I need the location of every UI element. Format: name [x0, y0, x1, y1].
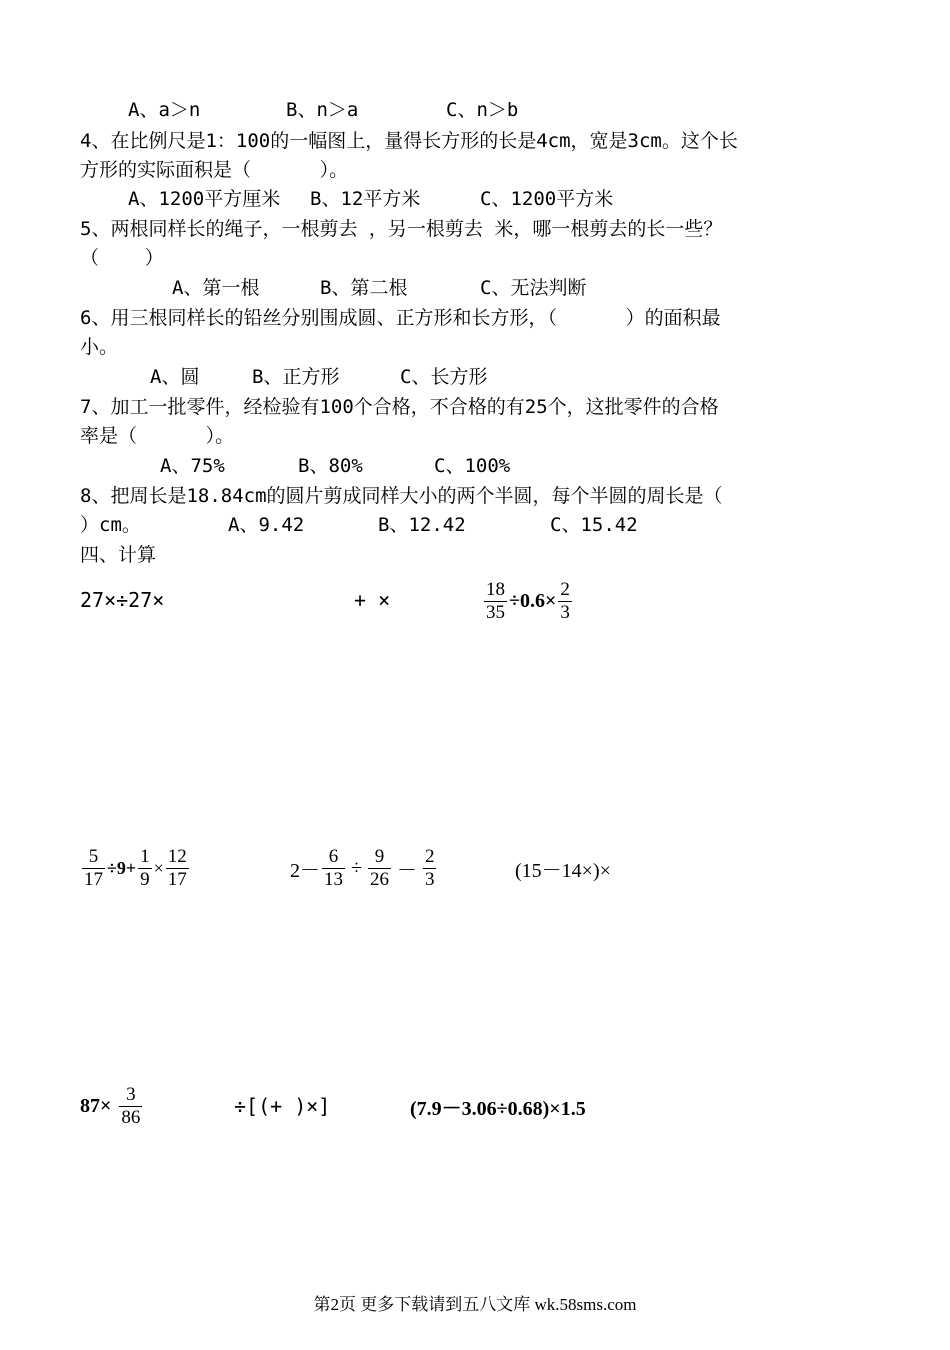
calc-1-text: 27×÷27× — [80, 588, 165, 612]
operator-text: 2－ — [290, 859, 320, 882]
q7-option-a: A、75% — [160, 455, 225, 477]
q8-option-b: B、12.42 — [378, 514, 466, 536]
calc-expression-6 — [515, 853, 611, 883]
q5-option-c: C、无法判断 — [480, 277, 587, 299]
numerator: 12 — [167, 845, 187, 867]
calc-expression-9 — [410, 1091, 586, 1121]
operator-text: 87× — [80, 1094, 112, 1117]
calc-expression-3 — [482, 573, 574, 629]
fraction — [558, 579, 572, 624]
calc-8-text: ÷[(+ )×] — [234, 1094, 331, 1118]
denominator: 3 — [424, 868, 435, 890]
calc-expression-2 — [354, 585, 390, 615]
q4-option-b: B、12平方米 — [310, 188, 421, 210]
numerator: 2 — [424, 845, 435, 867]
numerator: 5 — [88, 845, 99, 867]
fraction — [322, 846, 345, 891]
fraction — [423, 846, 437, 891]
operator-text: ÷0.6× — [509, 589, 557, 612]
calc-expression-5 — [290, 840, 438, 896]
calc-expression-8 — [234, 1091, 330, 1121]
fraction — [82, 846, 105, 891]
q8-line2: ）cm。 — [80, 514, 141, 536]
q4-line1: 4、在比例尺是1：100的一幅图上，量得长方形的长是4cm，宽是3cm。这个长 — [80, 130, 738, 152]
calc-expression-1 — [80, 585, 164, 615]
denominator: 9 — [140, 868, 150, 890]
q3-option-b: B、n＞a — [286, 99, 359, 121]
denominator: 26 — [369, 868, 389, 890]
numerator: 6 — [328, 845, 339, 867]
q6-line1: 6、用三根同样长的铅丝分别围成圆、正方形和长方形，（ ）的面积最 — [80, 307, 721, 329]
denominator: 17 — [167, 868, 187, 890]
numerator: 18 — [486, 578, 505, 600]
q6-option-b: B、正方形 — [252, 366, 340, 388]
operator-text: ÷ — [351, 856, 362, 879]
q6-option-c: C、长方形 — [400, 366, 488, 388]
denominator: 13 — [324, 868, 343, 890]
q8-option-a: A、9.42 — [228, 514, 305, 536]
q6-option-a: A、圆 — [150, 366, 200, 388]
calc-6-text: (15－14×)× — [515, 859, 611, 882]
operator-text: × — [153, 857, 164, 878]
numerator: 3 — [126, 1083, 136, 1105]
q7-option-b: B、80% — [298, 455, 363, 477]
section-title-calculation: 四、计算 — [80, 544, 157, 566]
q6-line2: 小。 — [80, 336, 119, 358]
q4-line2: 方形的实际面积是（ ）。 — [80, 159, 349, 181]
fraction — [138, 846, 152, 891]
denominator: 17 — [84, 868, 103, 890]
fraction — [166, 846, 189, 891]
numerator: 2 — [560, 578, 570, 600]
denominator: 35 — [486, 601, 505, 623]
q8-line1: 8、把周长是18.84cm的圆片剪成同样大小的两个半圆，每个半圆的周长是（ — [80, 485, 723, 507]
fraction — [484, 579, 507, 624]
calc-2-text: + × — [354, 588, 391, 612]
q3-option-a: A、a＞n — [128, 99, 201, 121]
q7-option-c: C、100% — [434, 455, 511, 477]
q3-option-c: C、n＞b — [446, 99, 519, 121]
calc-expression-7 — [80, 1078, 144, 1134]
q5-line2: （ ） — [80, 247, 164, 269]
operator-text: － — [396, 859, 417, 882]
calc-expression-4 — [80, 840, 191, 896]
q5-option-a: A、第一根 — [172, 277, 260, 299]
q5-option-b: B、第二根 — [320, 277, 408, 299]
q5-line1: 5、两根同样长的绳子，一根剪去 ，另一根剪去 米，哪一根剪去的长一些？ — [80, 218, 723, 240]
denominator: 86 — [121, 1106, 141, 1128]
page-footer: 第2页 更多下载请到五八文库 wk.58sms.com — [313, 1295, 637, 1314]
q7-line1: 7、加工一批零件，经检验有100个合格，不合格的有25个，这批零件的合格 — [80, 396, 719, 418]
fraction — [119, 1084, 142, 1129]
fraction — [368, 846, 391, 891]
q4-option-c: C、1200平方米 — [480, 188, 614, 210]
q7-line2: 率是（ ）。 — [80, 425, 235, 447]
numerator: 1 — [140, 845, 150, 867]
q8-option-c: C、15.42 — [550, 514, 638, 536]
calc-9-text: (7.9－3.06÷0.68)×1.5 — [410, 1097, 586, 1120]
denominator: 3 — [560, 601, 570, 623]
numerator: 9 — [374, 845, 385, 867]
q4-option-a: A、1200平方厘米 — [128, 188, 281, 210]
operator-text: ÷9+ — [107, 857, 137, 878]
